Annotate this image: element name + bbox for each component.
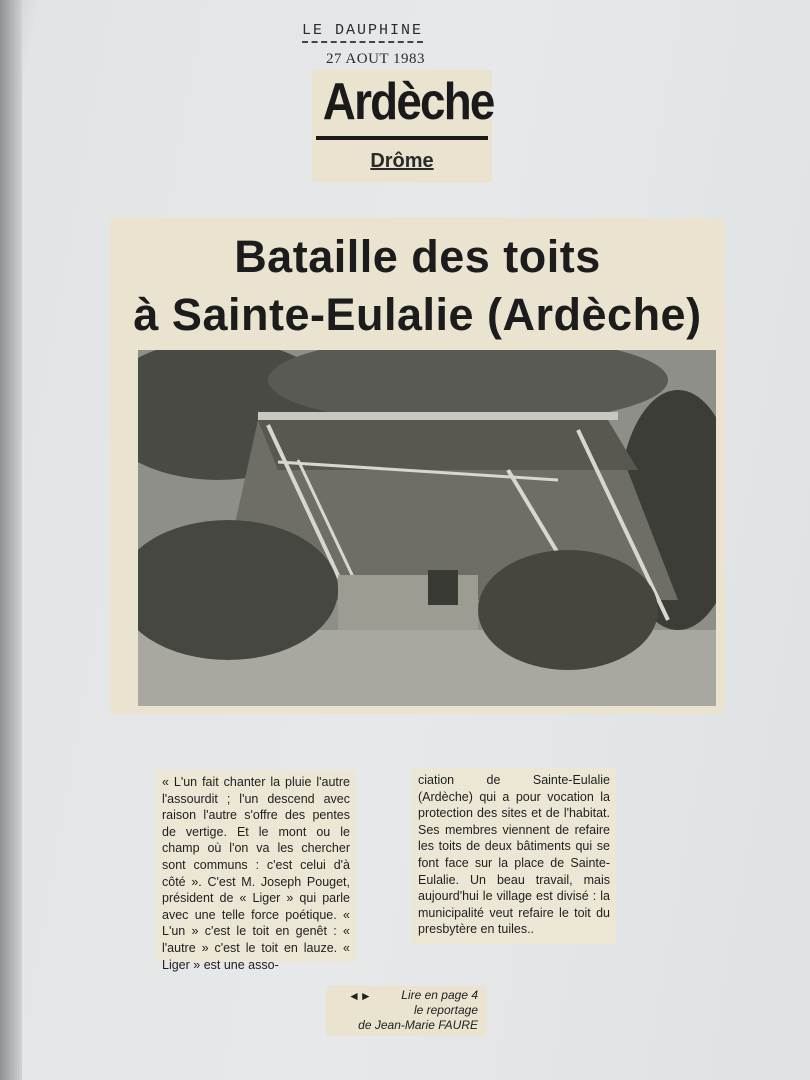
continuation-note	[326, 986, 486, 1036]
headline-clipping	[110, 218, 725, 714]
section-subregion: Drôme	[370, 150, 434, 172]
section-region: Ardèche	[322, 73, 494, 131]
headline-line-1: Bataille des toits	[234, 231, 601, 282]
article-headline	[110, 228, 725, 344]
column-2-text: ciation de Sainte-Eulalie (Ardèche) qui a pour vocation la protection des sites et de l'habitat. Ses membres viennent de refaire les toits de deux bâtiments qui se font face sur la place de Sainte-Eulalie. Un beau travail, mais aujourd'hui le village est divisé : la municipalité veut refaire le toit du presbytère en tuiles..	[418, 773, 610, 937]
article-column-1	[156, 770, 356, 972]
newspaper-name: LE DAUPHINE	[302, 22, 423, 43]
double-arrow-icon: ◄►	[348, 989, 372, 1003]
footer-line-2: le reportage	[413, 1003, 478, 1017]
footer-line-1: Lire en page 4	[401, 988, 478, 1002]
section-rule	[316, 136, 488, 140]
roof-photo-illustration	[138, 350, 716, 706]
publication-date: 27 AOUT 1983	[326, 51, 426, 67]
page-binding	[0, 0, 22, 1080]
article-photo	[138, 350, 716, 706]
masthead	[296, 18, 500, 74]
footer-line-3: de Jean-Marie FAURE	[358, 1018, 478, 1032]
column-1-text: « L'un fait chanter la pluie l'autre l'assourdit ; l'un descend avec raison l'autre s'offre des pentes de vertige. Et le mont ou le champ où l'on va les chercher sont communs : c'est celui d'à côté ». C'est M. Joseph Pouget, président de « Liger » qui parle avec une telle force poétique. « L'un » c'est le toit en genêt : « l'autre » c'est le toit en lauze. « Liger » est une asso-	[162, 775, 350, 972]
article-column-2	[412, 768, 616, 944]
section-header-clipping	[312, 70, 492, 182]
headline-line-2: à Sainte-Eulalie (Ardèche)	[133, 289, 702, 340]
